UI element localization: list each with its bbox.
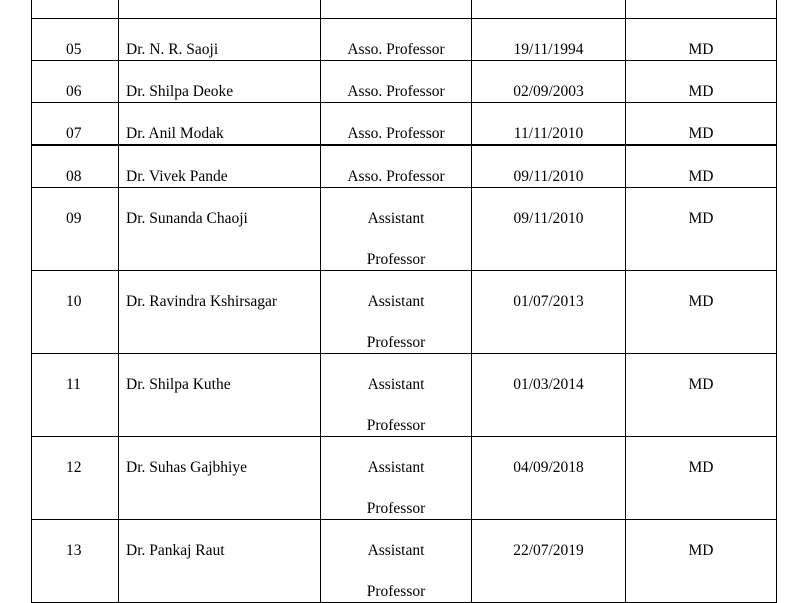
faculty-name: Dr. Vivek Pande xyxy=(126,168,228,185)
qualification: MD xyxy=(688,293,714,310)
designation-line-2: Professor xyxy=(366,500,426,517)
serial-number: 05 xyxy=(66,41,82,58)
faculty-name: Dr. Shilpa Kuthe xyxy=(126,376,231,393)
faculty-name: Dr. Pankaj Raut xyxy=(126,542,225,559)
qualification: MD xyxy=(688,41,714,58)
faculty-name: Dr. Ravindra Kshirsagar xyxy=(126,293,278,310)
table-cell xyxy=(32,0,119,19)
designation-line-1: Assistant xyxy=(367,210,425,227)
qualification: MD xyxy=(688,125,714,142)
faculty-name: Dr. Shilpa Deoke xyxy=(126,83,234,100)
designation: Asso. Professor xyxy=(347,168,445,185)
table-cell xyxy=(119,0,321,19)
designation-line-1: Assistant xyxy=(367,542,425,559)
designation xyxy=(321,520,471,602)
qualification: MD xyxy=(688,83,714,100)
designation-line-1: Assistant xyxy=(367,459,425,476)
table-row xyxy=(32,271,777,354)
designation: Asso. Professor xyxy=(347,83,445,100)
designation: Asso. Professor xyxy=(347,41,445,58)
serial-number: 08 xyxy=(66,168,82,185)
serial-number: 12 xyxy=(66,459,82,476)
table-row-partial xyxy=(32,0,777,19)
serial-number: 11 xyxy=(66,376,81,393)
joining-date: 01/07/2013 xyxy=(513,293,584,310)
qualification: MD xyxy=(688,168,714,185)
faculty-name: Dr. Sunanda Chaoji xyxy=(126,210,248,227)
faculty-name: Dr. Suhas Gajbhiye xyxy=(126,459,247,476)
serial-number: 10 xyxy=(66,293,82,310)
joining-date: 01/03/2014 xyxy=(513,376,584,393)
table-row xyxy=(32,103,777,146)
serial-number: 07 xyxy=(66,125,82,142)
table-row xyxy=(32,354,777,437)
joining-date: 04/09/2018 xyxy=(513,459,584,476)
faculty-name: Dr. Anil Modak xyxy=(126,125,224,142)
joining-date: 11/11/2010 xyxy=(513,125,584,142)
designation xyxy=(321,271,471,353)
designation: Asso. Professor xyxy=(347,125,445,142)
table-cell xyxy=(321,0,472,19)
designation-line-1: Assistant xyxy=(367,293,425,310)
table-cell xyxy=(626,0,777,19)
qualification: MD xyxy=(688,542,714,559)
joining-date: 09/11/2010 xyxy=(513,168,584,185)
designation-line-2: Professor xyxy=(366,417,426,434)
table-row xyxy=(32,61,777,103)
designation-line-2: Professor xyxy=(366,583,426,600)
designation xyxy=(321,437,471,519)
faculty-name: Dr. N. R. Saoji xyxy=(126,41,219,58)
table-cell xyxy=(472,0,626,19)
joining-date: 02/09/2003 xyxy=(513,83,584,100)
table-row xyxy=(32,19,777,61)
designation-line-1: Assistant xyxy=(367,376,425,393)
serial-number: 13 xyxy=(66,542,82,559)
designation xyxy=(321,188,471,270)
joining-date: 22/07/2019 xyxy=(513,542,584,559)
designation-line-2: Professor xyxy=(366,334,426,351)
table-row xyxy=(32,520,777,603)
serial-number: 06 xyxy=(66,83,82,100)
designation xyxy=(321,354,471,436)
qualification: MD xyxy=(688,459,714,476)
table-row xyxy=(32,188,777,271)
joining-date: 19/11/1994 xyxy=(513,41,584,58)
faculty-table xyxy=(31,0,777,603)
qualification: MD xyxy=(688,376,714,393)
table-row xyxy=(32,145,777,188)
qualification: MD xyxy=(688,210,714,227)
table-row xyxy=(32,437,777,520)
joining-date: 09/11/2010 xyxy=(513,210,584,227)
designation-line-2: Professor xyxy=(366,251,426,268)
serial-number: 09 xyxy=(66,210,82,227)
